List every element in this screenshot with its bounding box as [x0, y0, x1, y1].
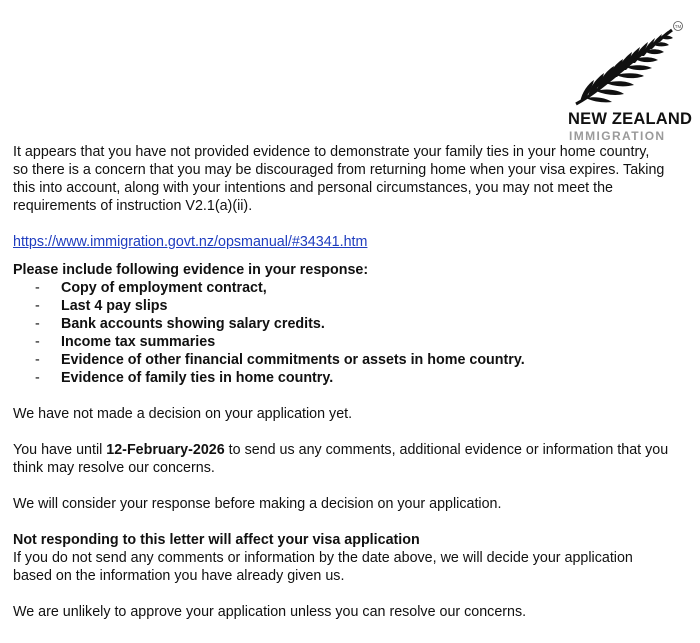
intro-paragraph: It appears that you have not provided evidence to demonstrate your family ties in your home country, so there is a concern that you may be discouraged from returning home when your visa expires. Taking this into account, along with your intentions and personal circumstances, you may not meet the requirements of instruction V2.1(a)(ii). — [13, 144, 665, 214]
logo-wordmark-immigration: IMMIGRATION — [569, 129, 666, 143]
evidence-list — [13, 279, 673, 387]
opsmanual-link[interactable]: https://www.immigration.govt.nz/opsmanual/#34341.htm — [13, 234, 368, 250]
warning-heading: Not responding to this letter will affect your visa application — [13, 532, 420, 548]
list-item: - Last 4 pay slips — [35, 298, 168, 314]
list-item: - Bank accounts showing salary credits. — [35, 316, 325, 332]
list-item: - Evidence of family ties in home country. — [35, 370, 334, 386]
list-item: - Income tax summaries — [35, 334, 216, 350]
deadline-date: 12-February-2026 — [106, 442, 225, 458]
consider-paragraph: We will consider your response before making a decision on your application. — [13, 496, 502, 512]
warning-paragraph: If you do not send any comments or information by the date above, we will decide your application based on the information you have already given us. — [13, 550, 633, 584]
list-item: - Evidence of other financial commitments or assets in home country. — [35, 352, 525, 368]
no-decision-paragraph: We have not made a decision on your application yet. — [13, 406, 353, 422]
logo-wordmark-new-zealand: NEW ZEALAND — [568, 110, 693, 128]
trademark-mark: TM — [674, 23, 682, 29]
deadline-paragraph: You have until 12-February-2026 to send us any comments, additional evidence or information that you think may resolve our concerns. — [13, 442, 669, 476]
list-item: - Copy of employment contract, — [35, 280, 267, 296]
nz-immigration-logo — [568, 18, 693, 144]
letter-body — [13, 143, 673, 621]
silver-fern-icon — [572, 20, 684, 108]
evidence-heading: Please include following evidence in your response: — [13, 262, 369, 278]
unlikely-paragraph: We are unlikely to approve your application unless you can resolve our concerns. — [13, 604, 527, 620]
